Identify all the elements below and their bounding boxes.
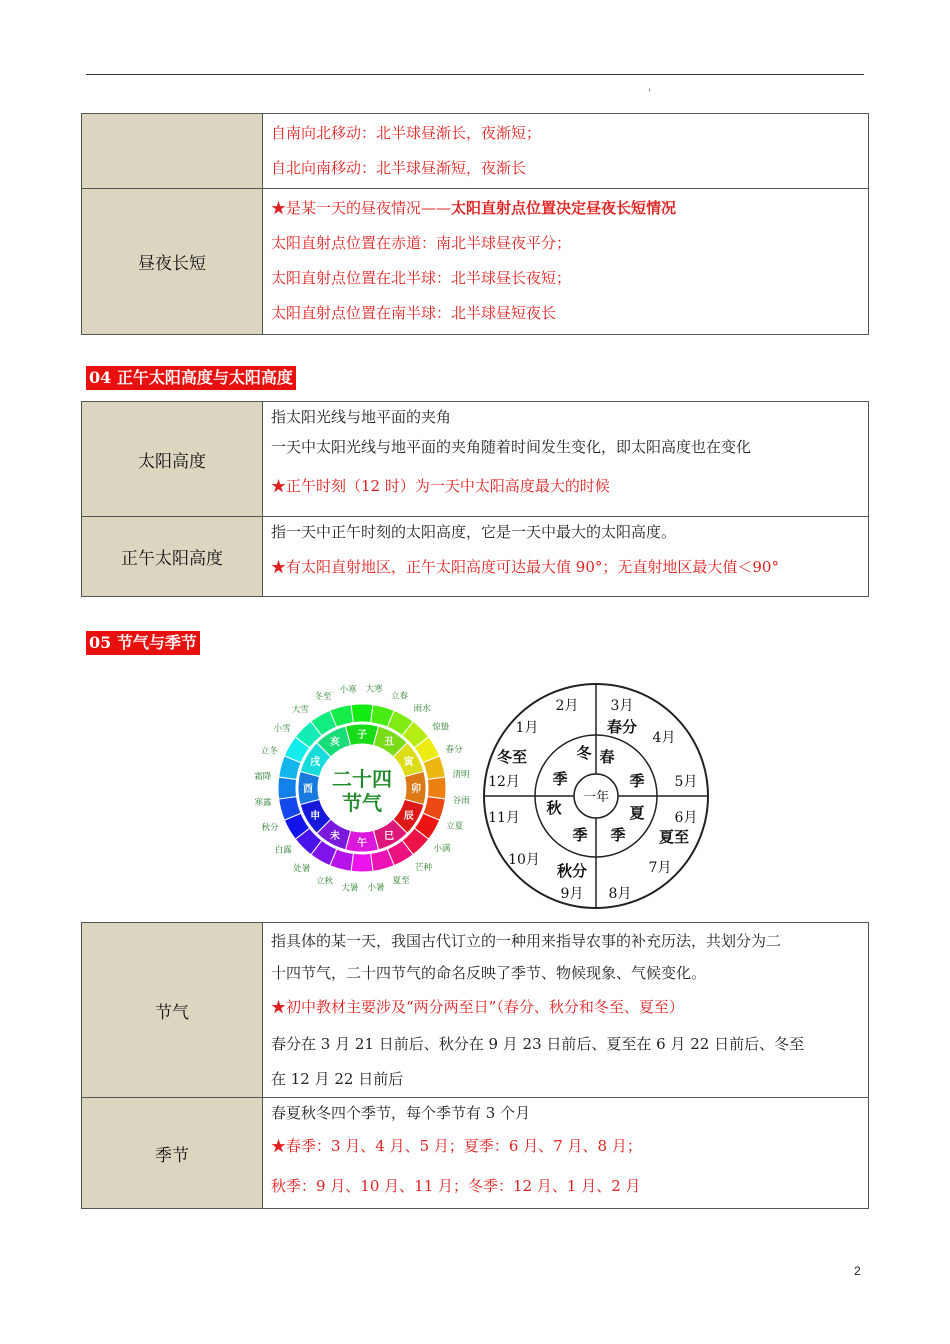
- text-line: ★有太阳直射地区，正午太阳高度可达最大值 90°；无直射地区最大值＜90°: [271, 558, 779, 576]
- row-value: [263, 402, 869, 517]
- text-line: 指太阳光线与地平面的夹角: [271, 408, 452, 426]
- term-segment: [351, 853, 373, 872]
- branch-label: 未: [330, 830, 340, 842]
- term-label: 小满: [433, 844, 451, 855]
- text-line: 自北向南移动：北半球昼渐短，夜渐长: [271, 159, 527, 177]
- star-line: ★是某一天的昼夜情况——太阳直射点位置决定昼夜长短情况: [271, 199, 677, 217]
- wheel-center-subtitle: 节气: [342, 791, 382, 815]
- term-label: 大雪: [291, 705, 309, 716]
- month-label: 11月: [488, 810, 520, 826]
- term-label: 雨水: [413, 704, 431, 715]
- month-label: 8月: [608, 886, 632, 902]
- solar-term-label: 春分: [606, 718, 638, 736]
- term-label: 立秋: [316, 876, 334, 887]
- term-segment: [278, 777, 297, 799]
- row-value: [263, 114, 869, 189]
- branch-label: 亥: [330, 737, 340, 749]
- row-key: 正午太阳高度: [82, 517, 263, 597]
- branch-label: 寅: [403, 757, 414, 768]
- table-row: [82, 114, 869, 189]
- season-char: 季: [629, 772, 645, 790]
- text-line: 指一天中正午时刻的太阳高度，它是一天中最大的太阳高度。: [271, 523, 677, 541]
- solar-terms-wheel: [244, 675, 480, 901]
- term-label: 谷雨: [452, 796, 470, 807]
- row-value: [263, 923, 869, 1098]
- text-line: 一天中太阳光线与地平面的夹角随着时间发生变化，即太阳高度也在变化: [271, 438, 752, 456]
- term-label: 小暑: [367, 883, 385, 894]
- text-line: 指具体的某一天，我国古代订立的一种用来指导农事的补充历法，共划分为二: [271, 932, 782, 950]
- term-label: 小雪: [273, 723, 291, 734]
- text-line: 太阳直射点位置在北半球：北半球昼长夜短；: [271, 269, 572, 287]
- page-number: 2: [854, 1264, 861, 1278]
- season-char: 冬: [576, 744, 592, 762]
- term-label: 春分: [445, 744, 463, 755]
- header-tick: ': [648, 88, 651, 99]
- branch-label: 丑: [384, 737, 394, 749]
- month-label: 6月: [674, 810, 698, 826]
- season-char: 季: [610, 826, 626, 844]
- table-row: [82, 923, 869, 1098]
- row-key: 节气: [82, 923, 263, 1098]
- text-line: ★初中教材主要涉及“两分两至日”（春分、秋分和冬至、夏至）: [271, 998, 684, 1016]
- text-line: 自南向北移动：北半球昼渐长，夜渐短；: [271, 124, 542, 142]
- term-label: 芒种: [415, 862, 433, 873]
- row-key: 太阳高度: [82, 402, 263, 517]
- month-label: 5月: [674, 774, 698, 790]
- season-char: 秋: [546, 799, 562, 817]
- solar-terms-seasons-table: [81, 922, 869, 1209]
- text-line: 十四节气，二十四节气的命名反映了季节、物候现象、气候变化。: [271, 964, 707, 982]
- month-label: 1月: [515, 720, 539, 736]
- row-value: [263, 1098, 869, 1209]
- term-segment: [351, 704, 373, 723]
- term-label: 冬至: [314, 691, 332, 702]
- table-row: [82, 517, 869, 597]
- solar-term-label: 夏至: [658, 828, 690, 846]
- month-label: 4月: [652, 730, 676, 746]
- row-key: 季节: [82, 1098, 263, 1209]
- branch-label: 子: [357, 730, 367, 741]
- wheel-center-title: 二十四: [332, 767, 392, 791]
- term-label: 寒露: [254, 797, 272, 808]
- term-label: 清明: [452, 770, 470, 781]
- text-line: 在 12 月 22 日前后: [271, 1070, 404, 1088]
- sun-altitude-table: [81, 401, 869, 597]
- season-char: 春: [599, 748, 615, 766]
- row-value: [263, 189, 869, 335]
- season-circle-diagram: [482, 682, 710, 910]
- term-label: 处暑: [293, 863, 311, 874]
- section-05-heading: 05 节气与季节: [86, 631, 200, 655]
- season-char: 夏: [629, 804, 645, 822]
- branch-label: 酉: [303, 784, 313, 795]
- term-label: 大暑: [341, 883, 359, 894]
- branch-label: 申: [310, 811, 321, 822]
- row-key: 昼夜长短: [82, 189, 263, 335]
- term-segment: [427, 777, 446, 799]
- row-value: [263, 517, 869, 597]
- header-rule: [86, 74, 864, 75]
- row-key: [82, 114, 263, 189]
- text-line: ★正午时刻（12 时）为一天中太阳高度最大的时候: [271, 477, 610, 495]
- month-label: 10月: [508, 852, 540, 868]
- month-label: 2月: [555, 698, 579, 714]
- season-char: 季: [572, 826, 588, 844]
- term-label: 惊蛰: [432, 722, 450, 733]
- text-line: 春分在 3 月 21 日前后、秋分在 9 月 23 日前后、夏至在 6 月 22 日前后、冬至: [271, 1035, 805, 1053]
- day-night-table: [81, 113, 869, 335]
- table-row: [82, 402, 869, 517]
- center-label: 一年: [582, 790, 610, 805]
- section-04-heading: 04 正午太阳高度与太阳高度: [86, 366, 296, 390]
- term-label: 白露: [274, 845, 292, 856]
- month-label: 7月: [648, 860, 672, 876]
- term-label: 立春: [390, 691, 408, 702]
- term-label: 霜降: [254, 771, 272, 782]
- term-label: 小寒: [339, 684, 357, 695]
- month-label: 3月: [610, 698, 634, 714]
- text-line: 太阳直射点位置在南半球：北半球昼短夜长: [271, 304, 557, 322]
- solar-term-label: 冬至: [496, 748, 528, 766]
- season-char: 季: [552, 770, 568, 788]
- term-label: 秋分: [261, 823, 279, 834]
- branch-label: 辰: [403, 811, 414, 822]
- text-line: 秋季：9 月、10 月、11 月；冬季：12 月、1 月、2 月: [271, 1177, 641, 1195]
- text-line: 春夏秋冬四个季节，每个季节有 3 个月: [271, 1104, 531, 1122]
- text-line: 太阳直射点位置在赤道：南北半球昼夜平分；: [271, 234, 572, 252]
- term-label: 立冬: [260, 746, 278, 757]
- branch-label: 戌: [310, 757, 321, 768]
- term-label: 大寒: [365, 684, 383, 695]
- term-label: 夏至: [392, 876, 410, 887]
- solar-term-label: 秋分: [556, 862, 588, 880]
- table-row: [82, 189, 869, 335]
- table-row: [82, 1098, 869, 1209]
- month-label: 12月: [488, 774, 520, 790]
- branch-label: 卯: [411, 784, 421, 795]
- term-label: 立夏: [446, 821, 464, 832]
- branch-label: 巳: [384, 830, 394, 842]
- month-label: 9月: [560, 886, 584, 902]
- text-line: ★春季：3 月、4 月、5 月；夏季：6 月、7 月、8 月；: [271, 1137, 642, 1155]
- branch-label: 午: [357, 838, 367, 849]
